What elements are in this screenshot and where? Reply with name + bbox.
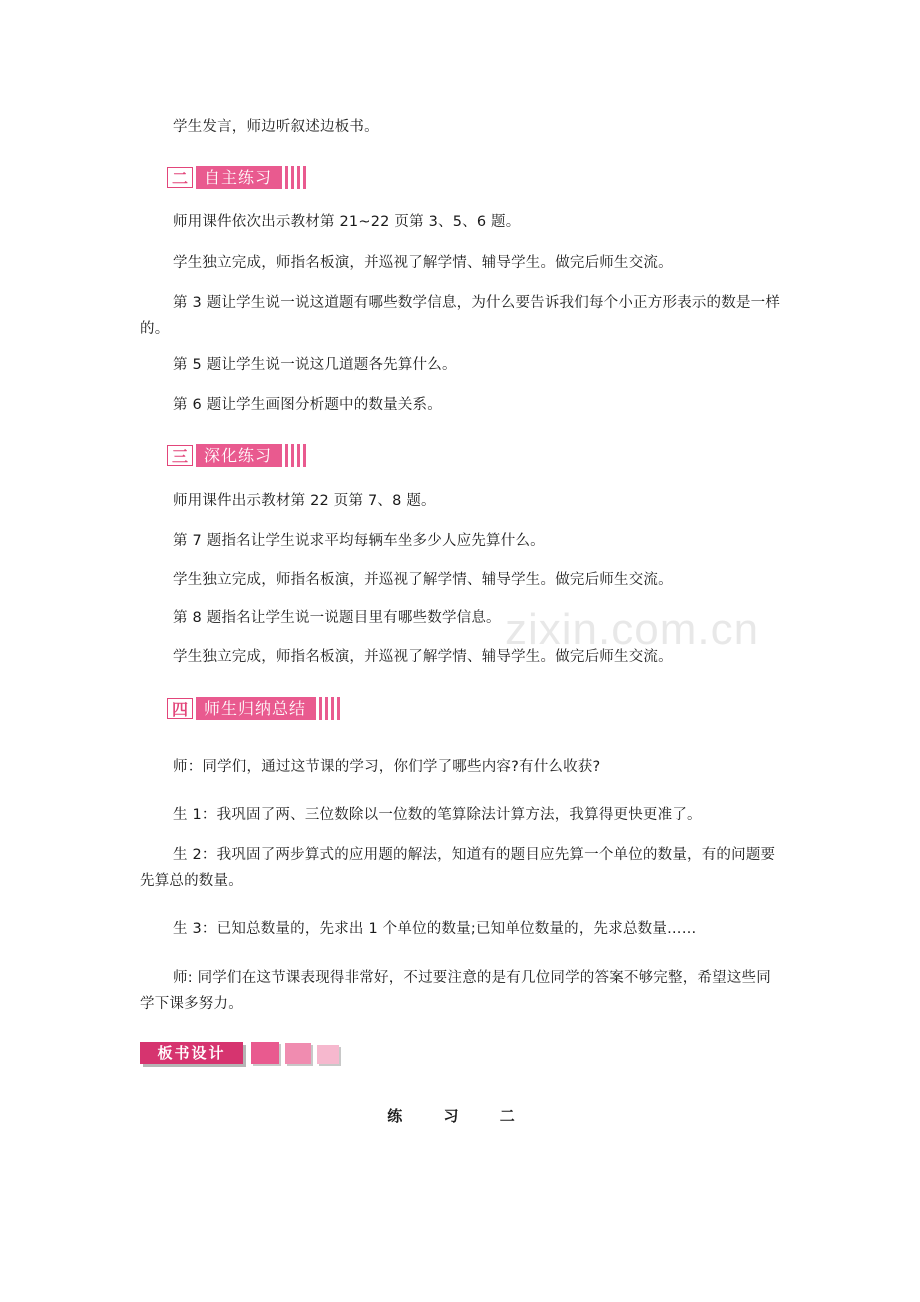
paragraph: 学生独立完成，师指名板演，并巡视了解学情、辅导学生。做完后师生交流。 [173,572,673,588]
section-header-4 [167,697,340,720]
board-title: 练 习 二 [387,1107,533,1125]
decorative-square [285,1043,311,1064]
decorative-square [317,1045,339,1064]
paragraph: 学生独立完成，师指名板演，并巡视了解学情、辅导学生。做完后师生交流。 [173,649,673,665]
paragraph: 生 1：我巩固了两、三位数除以一位数的笔算除法计算方法，我算得更快更准了。 [173,807,702,823]
paragraph: 生 2：我巩固了两步算式的应用题的解法，知道有的题目应先算一个单位的数量，有的问题要先算总的数量。 [140,847,776,889]
paragraph: 第 7 题指名让学生说求平均每辆车坐多少人应先算什么。 [173,533,545,549]
section-number: 四 [167,698,193,719]
paragraph: 师用课件依次出示教材第 21~22 页第 3、5、6 题。 [173,214,521,230]
decorative-stripes [316,697,340,720]
paragraph: 学生发言，师边听叙述边板书。 [173,119,379,135]
board-design-header [140,1042,339,1064]
section-number: 二 [167,167,193,188]
section-title: 师生归纳总结 [196,697,316,720]
paragraph: 第 6 题让学生画图分析题中的数量关系。 [173,397,442,413]
section-number: 三 [167,445,193,466]
section-header-2 [167,166,306,189]
paragraph: 学生独立完成，师指名板演，并巡视了解学情、辅导学生。做完后师生交流。 [173,255,673,271]
paragraph: 第 8 题指名让学生说一说题目里有哪些数学信息。 [173,610,501,626]
paragraph: 第 3 题让学生说一说这道题有哪些数学信息，为什么要告诉我们每个小正方形表示的数是一样的。 [140,295,781,337]
paragraph: 第 5 题让学生说一说这几道题各先算什么。 [173,357,457,373]
section-title: 自主练习 [196,166,282,189]
paragraph: 生 3：已知总数量的，先求出 1 个单位的数量;已知单位数量的，先求总数量…… [173,921,697,937]
paragraph: 师：同学们，通过这节课的学习，你们学了哪些内容?有什么收获? [173,759,601,775]
decorative-square [251,1042,279,1064]
board-design-label: 板书设计 [140,1042,243,1064]
paragraph: 师用课件出示教材第 22 页第 7、8 题。 [173,493,436,509]
decorative-stripes [282,166,306,189]
section-title: 深化练习 [196,444,282,467]
section-header-3 [167,444,306,467]
decorative-stripes [282,444,306,467]
watermark-text: zixin.com.cn [505,605,760,654]
paragraph: 师: 同学们在这节课表现得非常好，不过要注意的是有几位同学的答案不够完整，希望这些同学下课多努力。 [140,970,771,1012]
